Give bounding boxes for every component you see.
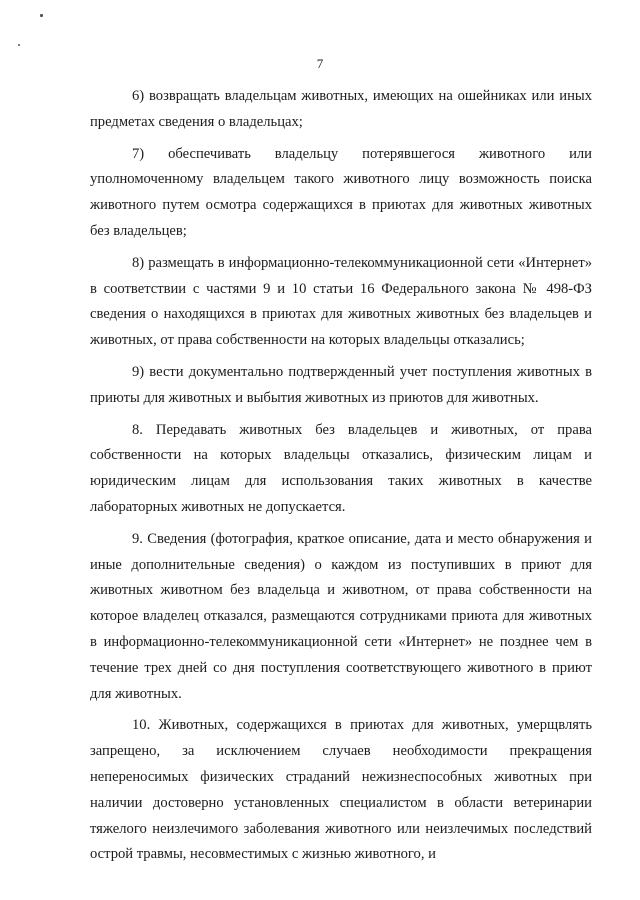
paragraph-section-8: 8. Передавать животных без владельцев и животных, от права собственности на которых владельцы отказались, физическим лицам и юридическим лицам для использования таких животных в качестве лабораторных животных не допускается. [90, 421, 592, 515]
scan-mark [40, 14, 43, 17]
scan-mark [18, 44, 20, 46]
paragraph-section-10: 10. Животных, содержащихся в приютах для животных, умерщвлять запрещено, за исключением случаев необходимости прекращения непереносимых физических страданий нежизнеспособных животных при наличии достоверно установленных специалистом в области ветеринарии тяжелого неизлечимого заболевания животного или неизлечимых последствий острой травмы, несовместимых с жизнью животного, и [90, 717, 592, 863]
paragraph-item-9: 9) вести документально подтвержденный учет поступления животных в приюты для животных и выбытия животных из приютов для животных. [90, 363, 592, 406]
paragraph-section-9: 9. Сведения (фотография, краткое описание, дата и место обнаружения и иные дополнительные сведения) о каждом из поступивших в приют для животных животном без владельца и животном, от права собственности на которое владелец отказался, размещаются сотрудниками приюта для животных в информационно-телекоммуникационной сети «Интернет» не позднее чем в течение трех дней со дня поступления соответствующего животного в приют для животных. [90, 530, 592, 702]
document-body [90, 84, 592, 868]
page-number: 7 [316, 56, 324, 71]
paragraph-item-7: 7) обеспечивать владельцу потерявшегося животного или уполномоченному владельцем такого животного лицу возможность поиска животного путем осмотра содержащихся в приютах для животных животных без владельцев; [90, 145, 592, 239]
paragraph-item-6: 6) возвращать владельцам животных, имеющих на ошейниках или иных предметах сведения о владельцах; [90, 88, 592, 130]
paragraph-item-8: 8) размещать в информационно-телекоммуникационной сети «Интернет» в соответствии с частями 9 и 10 статьи 16 Федерального закона № 498-ФЗ сведения о находящихся в приютах для животных животных без владельцев и животных, от права собственности на которых владельцы отказались; [90, 254, 592, 349]
